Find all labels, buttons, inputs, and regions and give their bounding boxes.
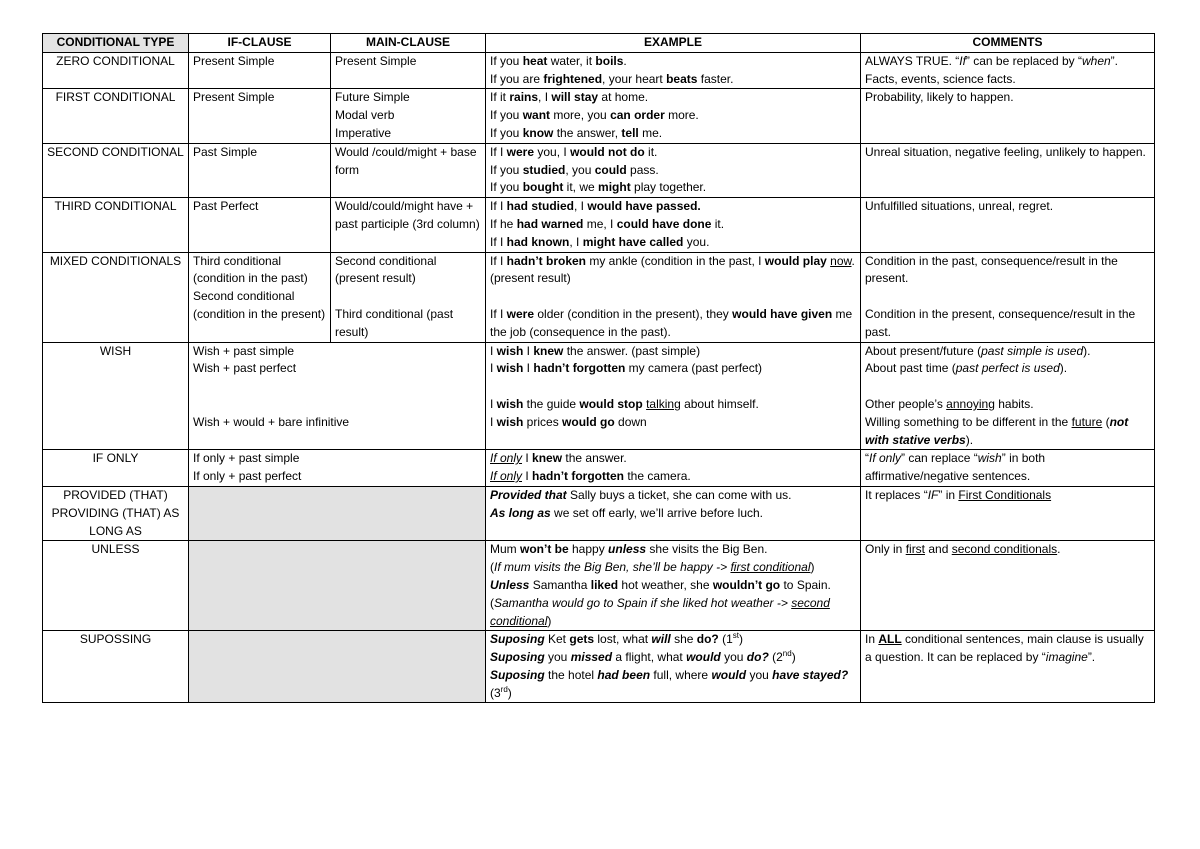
example-cell bbox=[486, 541, 861, 631]
clause-line: If only + past perfect bbox=[193, 469, 302, 484]
example-line: Suposing Ket gets lost, what will she do? (1st) bbox=[490, 631, 744, 647]
main-clause-cell: Would/could/might have + past participle (3rd column) bbox=[331, 198, 486, 252]
comments-cell bbox=[861, 342, 1155, 450]
if-clause-cell bbox=[189, 252, 331, 342]
example-line: If I hadn’t broken my ankle (condition in the past, I would play now. (present result) bbox=[490, 253, 855, 286]
main-clause-cell: Present Simple bbox=[331, 52, 486, 89]
comments-cell: It replaces “IF” in First Conditionals bbox=[861, 486, 1155, 540]
table-row-if-only bbox=[43, 450, 1155, 487]
shaded-cell bbox=[189, 486, 486, 540]
comment-line: Condition in the past, consequence/result in the present. bbox=[865, 253, 1118, 286]
example-line: As long as we set off early, we’ll arrive before luch. bbox=[490, 505, 764, 520]
clause-cell bbox=[189, 450, 486, 487]
main-clause-line: Third conditional (past result) bbox=[335, 306, 454, 339]
example-line: If it rains, I will stay at home. bbox=[490, 90, 649, 105]
comment-line: About present/future (past simple is used). bbox=[865, 343, 1091, 358]
header-example: EXAMPLE bbox=[486, 34, 861, 53]
example-line: If you know the answer, tell me. bbox=[490, 125, 663, 140]
example-line: Unless Samantha liked hot weather, she wouldn’t go to Spain. bbox=[490, 577, 831, 592]
example-line: If I were older (condition in the present), they would have given me the job (consequence in the past). bbox=[490, 306, 853, 339]
example-cell bbox=[486, 342, 861, 450]
example-line: I wish I knew the answer. (past simple) bbox=[490, 343, 701, 358]
clause-line: Wish + past perfect bbox=[193, 361, 297, 376]
example-line: I wish I hadn’t forgotten my camera (past perfect) bbox=[490, 361, 763, 376]
if-clause-line: Second conditional (condition in the present) bbox=[193, 289, 326, 321]
header-main-clause: MAIN-CLAUSE bbox=[331, 34, 486, 53]
type-cell: SECOND CONDITIONAL bbox=[43, 143, 189, 197]
example-cell bbox=[486, 143, 861, 197]
comments-cell: ALWAYS TRUE. “If” can be replaced by “when”. Facts, events, science facts. bbox=[861, 52, 1155, 89]
conditionals-table bbox=[42, 33, 1155, 703]
shaded-cell bbox=[189, 541, 486, 631]
type-cell: SUPOSSING bbox=[43, 631, 189, 703]
type-cell: UNLESS bbox=[43, 541, 189, 631]
table-row-wish bbox=[43, 342, 1155, 450]
main-clause-line: Future Simple bbox=[335, 90, 410, 105]
example-line: Suposing you missed a flight, what would you do? (2nd) bbox=[490, 649, 796, 665]
main-clause-cell: Would /could/might + base form bbox=[331, 143, 486, 197]
comment-line: Condition in the present, consequence/result in the past. bbox=[865, 306, 1136, 339]
comments-cell: Unreal situation, negative feeling, unlikely to happen. bbox=[861, 143, 1155, 197]
clause-line: Wish + past simple bbox=[193, 343, 295, 358]
example-cell bbox=[486, 252, 861, 342]
clause-cell bbox=[189, 342, 486, 450]
table-row-zero bbox=[43, 52, 1155, 89]
if-clause-cell: Past Simple bbox=[189, 143, 331, 197]
shaded-cell bbox=[189, 631, 486, 703]
comments-cell: In ALL conditional sentences, main clause is usually a question. It can be replaced by “imagine”. bbox=[861, 631, 1155, 703]
example-line: I wish the guide would stop talking about himself. bbox=[490, 396, 759, 411]
header-conditional-type: CONDITIONAL TYPE bbox=[43, 34, 189, 53]
example-line: If only I knew the answer. bbox=[490, 451, 627, 466]
comments-cell bbox=[861, 252, 1155, 342]
main-clause-cell bbox=[331, 252, 486, 342]
comments-cell: “If only” can replace “wish” in both affirmative/negative sentences. bbox=[861, 450, 1155, 487]
example-line: If only I hadn’t forgotten the camera. bbox=[490, 469, 691, 484]
main-clause-cell bbox=[331, 89, 486, 143]
table-row-unless bbox=[43, 541, 1155, 631]
example-line: If I were you, I would not do it. bbox=[490, 144, 658, 159]
comment-line: Other people’s annoying habits. bbox=[865, 396, 1034, 411]
header-if-clause: IF-CLAUSE bbox=[189, 34, 331, 53]
example-line: Suposing the hotel had been full, where would you have stayed? (3rd) bbox=[490, 667, 849, 700]
example-cell bbox=[486, 89, 861, 143]
example-line: If you studied, you could pass. bbox=[490, 162, 659, 177]
type-cell: MIXED CONDITIONALS bbox=[43, 252, 189, 342]
example-line: (If mum visits the Big Ben, she’ll be happy -> first conditional) bbox=[490, 560, 815, 575]
if-clause-cell: Present Simple bbox=[189, 89, 331, 143]
example-line: If I had known, I might have called you. bbox=[490, 234, 710, 249]
if-clause-cell: Present Simple bbox=[189, 52, 331, 89]
type-cell: ZERO CONDITIONAL bbox=[43, 52, 189, 89]
example-cell bbox=[486, 631, 861, 703]
example-line: If you heat water, it boils. bbox=[490, 53, 627, 68]
example-line: If you want more, you can order more. bbox=[490, 108, 699, 123]
if-clause-cell: Past Perfect bbox=[189, 198, 331, 252]
main-clause-line: Modal verb bbox=[335, 108, 395, 123]
example-cell bbox=[486, 52, 861, 89]
table-row-provided bbox=[43, 486, 1155, 540]
comments-cell: Only in first and second conditionals. bbox=[861, 541, 1155, 631]
type-cell: IF ONLY bbox=[43, 450, 189, 487]
table-row-third bbox=[43, 198, 1155, 252]
main-clause-line: Imperative bbox=[335, 125, 392, 140]
table-row-first bbox=[43, 89, 1155, 143]
example-cell bbox=[486, 450, 861, 487]
type-cell: PROVIDED (THAT) PROVIDING (THAT) AS LONG AS bbox=[43, 486, 189, 540]
example-line: If he had warned me, I could have done it. bbox=[490, 216, 725, 231]
example-line: Mum won’t be happy unless she visits the Big Ben. bbox=[490, 542, 768, 557]
main-clause-line: Second conditional (present result) bbox=[335, 253, 437, 286]
comment-line: Willing something to be different in the future (not with stative verbs). bbox=[865, 414, 1129, 447]
example-cell bbox=[486, 198, 861, 252]
clause-line: If only + past simple bbox=[193, 451, 300, 466]
header-row bbox=[43, 34, 1155, 53]
type-cell: WISH bbox=[43, 342, 189, 450]
comments-cell: Unfulfilled situations, unreal, regret. bbox=[861, 198, 1155, 252]
table-row-mixed bbox=[43, 252, 1155, 342]
header-comments: COMMENTS bbox=[861, 34, 1155, 53]
example-line: If I had studied, I would have passed. bbox=[490, 199, 701, 214]
table-row-supossing bbox=[43, 631, 1155, 703]
comments-cell: Probability, likely to happen. bbox=[861, 89, 1155, 143]
clause-line: Wish + would + bare infinitive bbox=[193, 414, 350, 429]
example-line: If you are frightened, your heart beats faster. bbox=[490, 71, 734, 86]
table-row-second bbox=[43, 143, 1155, 197]
type-cell: THIRD CONDITIONAL bbox=[43, 198, 189, 252]
if-clause-line: Third conditional (condition in the past) bbox=[193, 253, 308, 286]
example-line: If you bought it, we might play together. bbox=[490, 180, 707, 195]
type-cell: FIRST CONDITIONAL bbox=[43, 89, 189, 143]
comment-line: About past time (past perfect is used). bbox=[865, 361, 1068, 376]
example-line: Provided that Sally buys a ticket, she can come with us. bbox=[490, 487, 792, 502]
example-line: (Samantha would go to Spain if she liked hot weather -> second conditional) bbox=[490, 595, 830, 628]
example-cell bbox=[486, 486, 861, 540]
example-line: I wish prices would go down bbox=[490, 414, 647, 429]
